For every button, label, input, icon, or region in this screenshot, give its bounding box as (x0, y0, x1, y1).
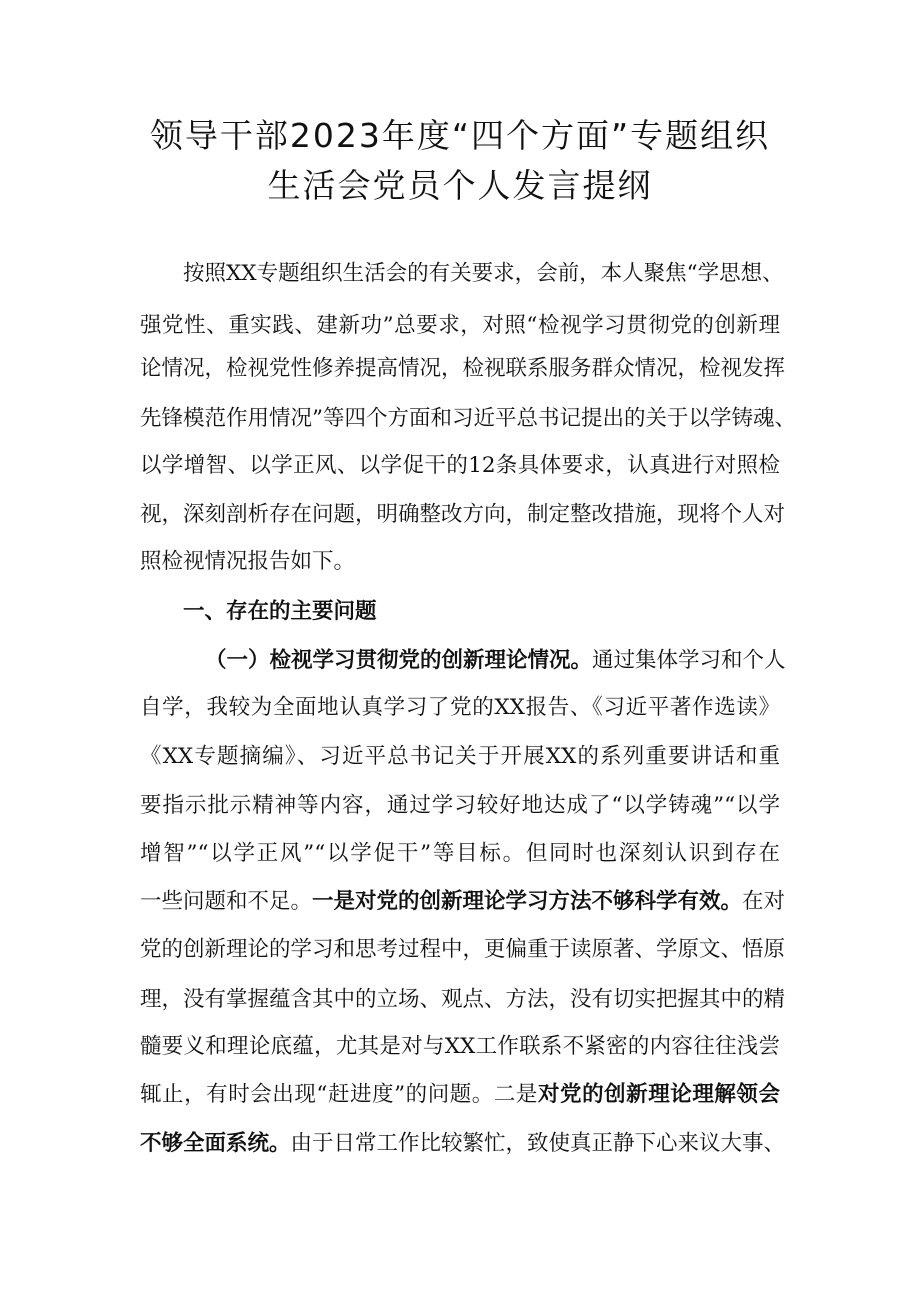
subsection-heading-line (205, 646, 786, 676)
intro-line-7: 照检视情况报告如下。 (140, 549, 356, 574)
subsection-text-start: 通过集体学习和个人 (592, 648, 786, 673)
intro-line-3: 论情况，检视党性修养提高情况，检视联系服务群众情况，检视发挥 (140, 356, 786, 381)
body-line-2: 《XX专题摘编》、习近平总书记关于开展XX的系列重要讲话和重 (140, 744, 780, 769)
body-line-8: 髓要义和理论底蕴，尤其是对与XX工作联系不紧密的内容往往浅尝 (140, 1034, 780, 1059)
intro-line-6: 视，深刻剖析存在问题，明确整改方向，制定整改措施，现将个人对 (140, 502, 786, 527)
subsection-title: （一）检视学习贯彻党的创新理论情况。 (205, 648, 593, 673)
body-line-5 (140, 887, 786, 917)
document-title-line-1: 领导干部2023年度“四个方面”专题组织 (149, 116, 771, 155)
problem-2-lead-in: 辄止，有时会出现“赶进度”的问题。二是 (140, 1082, 538, 1107)
body-line-6: 党的创新理论的学习和思考过程中，更偏重于读原著、学原文、悟原 (140, 937, 786, 962)
section-heading-1: 一、存在的主要问题 (183, 599, 377, 624)
intro-line-5: 以学增智、以学正风、以学促干的12条具体要求，认真进行对照检 (140, 453, 780, 478)
body-line-10 (140, 1129, 786, 1159)
body-line-1: 自学，我较为全面地认真学习了党的XX报告、《习近平著作选读》 (140, 695, 780, 720)
intro-line-4: 先锋模范作用情况”等四个方面和习近平总书记提出的关于以学铸魂、 (140, 406, 796, 431)
problem-1-text-start: 在对 (742, 889, 786, 914)
body-line-4: 增智”“以学正风”“以学促干”等目标。但同时也深刻认识到存在 (140, 841, 780, 866)
problem-2-title-start: 对党的创新理论理解领会 (537, 1082, 780, 1107)
problem-2-text-start: 由于日常工作比较繁忙，致使真正静下心来议大事、 (290, 1131, 786, 1156)
document-title-line-2: 生活会党员个人发言提纲 (267, 166, 653, 205)
problem-1-lead-in: 一些问题和不足。 (140, 889, 313, 914)
body-line-7: 理，没有掌握蕴含其中的立场、观点、方法，没有切实把握其中的精 (140, 987, 786, 1012)
body-line-9 (140, 1080, 780, 1110)
intro-line-2: 强党性、重实践、建新功”总要求，对照“检视学习贯彻党的创新理 (140, 313, 780, 338)
intro-line-1: 按照XX专题组织生活会的有关要求，会前，本人聚焦“学思想、 (183, 261, 784, 286)
body-line-3: 要指示批示精神等内容，通过学习较好地达成了“以学铸魂”“以学 (140, 793, 780, 818)
problem-1-title: 一是对党的创新理论学习方法不够科学有效。 (312, 889, 743, 914)
problem-2-title-end: 不够全面系统。 (140, 1131, 291, 1156)
